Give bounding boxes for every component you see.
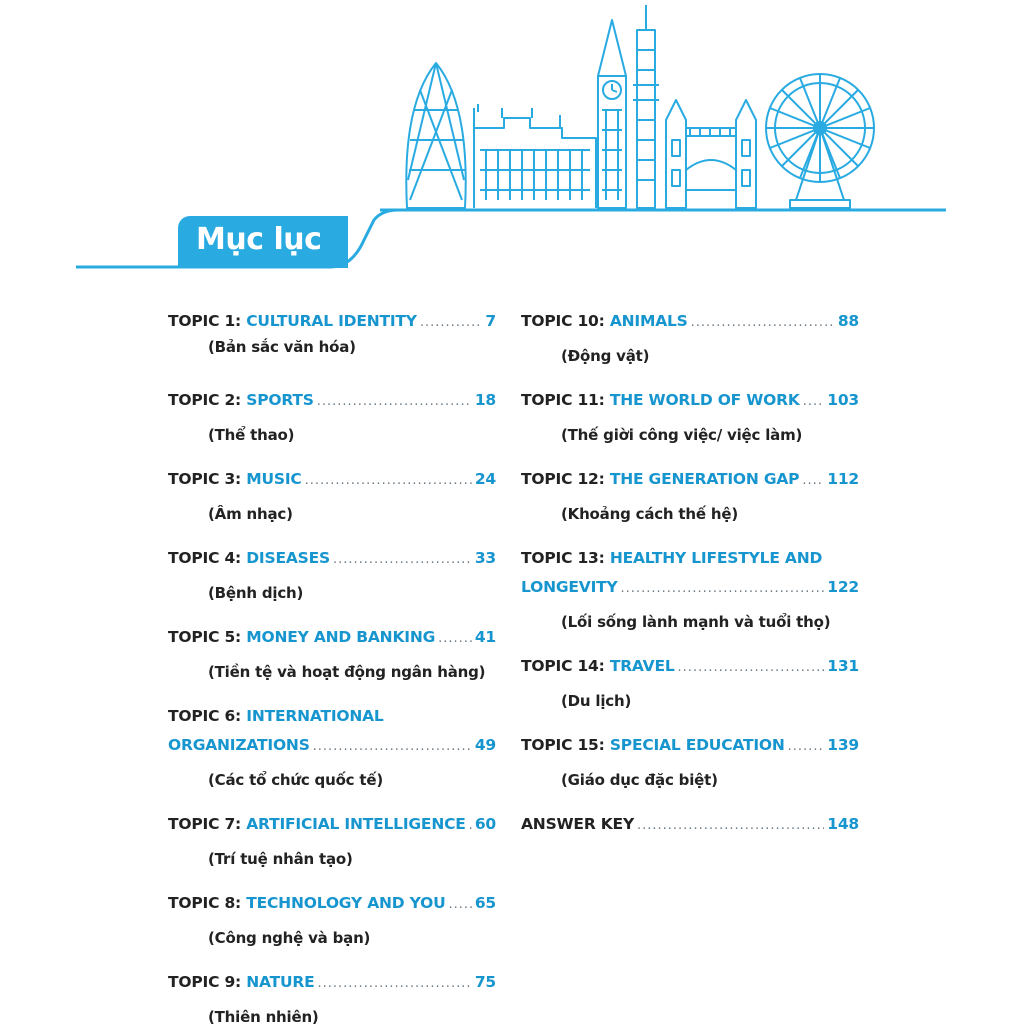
toc-entry-heading — [521, 312, 859, 336]
page-number: 49 — [474, 736, 496, 754]
page-number: 88 — [837, 312, 859, 330]
toc-entry-heading — [521, 391, 859, 415]
dot-leader — [678, 660, 825, 675]
toc-entry-heading — [168, 894, 496, 918]
toc-entry-heading — [168, 973, 496, 997]
toc-entry-heading — [521, 657, 859, 681]
topic-number: TOPIC 15: — [521, 736, 605, 754]
topic-subtitle: (Thế giời công việc/ việc làm) — [561, 426, 803, 444]
page-number: 7 — [485, 312, 496, 330]
toc-entry-heading — [521, 815, 859, 839]
topic-title: DISEASES — [246, 549, 330, 567]
topic-subtitle: (Công nghệ và bạn) — [208, 929, 371, 947]
dot-leader — [621, 581, 825, 596]
topic-number: TOPIC 10: — [521, 312, 605, 330]
dot-leader — [788, 739, 825, 754]
toc-entry-heading-cont — [168, 736, 496, 760]
topic-title: INTERNATIONAL — [246, 707, 384, 725]
london-skyline-illustration — [0, 0, 1024, 280]
topic-title: THE GENERATION GAP — [609, 470, 800, 488]
topic-subtitle: (Thể thao) — [208, 426, 295, 444]
dot-leader — [420, 315, 483, 330]
page-number: 75 — [474, 973, 496, 991]
topic-number: TOPIC 12: — [521, 470, 605, 488]
page-number: 103 — [827, 391, 859, 409]
topic-number: TOPIC 1: — [168, 312, 242, 330]
topic-number: TOPIC 6: — [168, 707, 242, 725]
topic-number: TOPIC 5: — [168, 628, 242, 646]
topic-subtitle: (Tiền tệ và hoạt động ngân hàng) — [208, 663, 486, 681]
toc-entry-heading — [521, 470, 859, 494]
topic-subtitle: (Các tổ chức quốc tế) — [208, 771, 383, 789]
toc-entry-heading — [168, 470, 496, 494]
page-number: 148 — [827, 815, 859, 833]
topic-number: TOPIC 7: — [168, 815, 242, 833]
topic-title: HEALTHY LIFESTYLE AND — [609, 549, 823, 567]
page-number: 41 — [474, 628, 496, 646]
dot-leader — [313, 739, 472, 754]
topic-number: TOPIC 8: — [168, 894, 242, 912]
topic-title: MUSIC — [246, 470, 302, 488]
topic-number: TOPIC 11: — [521, 391, 605, 409]
topic-title: TRAVEL — [609, 657, 675, 675]
dot-leader — [469, 818, 472, 833]
toc-entry-heading — [521, 736, 859, 760]
dot-leader — [802, 473, 824, 488]
topic-title: ARTIFICIAL INTELLIGENCE — [246, 815, 466, 833]
dot-leader — [438, 631, 472, 646]
page-number: 122 — [827, 578, 859, 596]
toc-entry-heading — [168, 628, 496, 652]
dot-leader — [318, 976, 472, 991]
topic-title: SPECIAL EDUCATION — [609, 736, 785, 754]
page-number: 18 — [474, 391, 496, 409]
dot-leader — [333, 552, 472, 567]
topic-subtitle: (Bệnh dịch) — [208, 584, 304, 602]
toc-entry-heading — [168, 707, 496, 731]
topic-number: TOPIC 4: — [168, 549, 242, 567]
toc-entry-heading — [168, 815, 496, 839]
topic-subtitle: (Du lịch) — [561, 692, 632, 710]
topic-subtitle: (Bản sắc văn hóa) — [208, 338, 356, 356]
page-title: Mục lục — [196, 222, 322, 257]
topic-number: TOPIC 3: — [168, 470, 242, 488]
topic-number: TOPIC 14: — [521, 657, 605, 675]
topic-subtitle: (Trí tuệ nhân tạo) — [208, 850, 353, 868]
page-number: 24 — [474, 470, 496, 488]
topic-title: THE WORLD OF WORK — [609, 391, 800, 409]
page-number: 65 — [474, 894, 496, 912]
topic-title: NATURE — [246, 973, 315, 991]
topic-title: MONEY AND BANKING — [246, 628, 436, 646]
page-number: 112 — [827, 470, 859, 488]
topic-number: TOPIC 9: — [168, 973, 242, 991]
toc-entry-heading-cont — [521, 578, 859, 602]
dot-leader — [803, 394, 825, 409]
topic-subtitle: (Động vật) — [561, 347, 650, 365]
dot-leader — [637, 818, 824, 833]
page-number: 33 — [474, 549, 496, 567]
topic-number: TOPIC 2: — [168, 391, 242, 409]
page-number: 60 — [474, 815, 496, 833]
toc-entry-heading — [168, 391, 496, 415]
topic-title: ANIMALS — [609, 312, 688, 330]
dot-leader — [448, 897, 471, 912]
topic-subtitle: (Giáo dục đặc biệt) — [561, 771, 718, 789]
toc-entry-heading — [521, 549, 859, 573]
topic-subtitle: (Âm nhạc) — [208, 505, 293, 523]
topic-title-cont: ORGANIZATIONS — [168, 736, 310, 754]
topic-subtitle: (Thiên nhiên) — [208, 1008, 319, 1026]
topic-number: TOPIC 13: — [521, 549, 605, 567]
toc-entry-heading — [168, 549, 496, 573]
dot-leader — [317, 394, 472, 409]
topic-subtitle: (Khoảng cách thế hệ) — [561, 505, 738, 523]
topic-title: TECHNOLOGY AND YOU — [246, 894, 446, 912]
dot-leader — [691, 315, 835, 330]
topic-title: CULTURAL IDENTITY — [246, 312, 417, 330]
topic-title: SPORTS — [246, 391, 314, 409]
dot-leader — [305, 473, 472, 488]
page-number: 131 — [827, 657, 859, 675]
topic-title-cont: LONGEVITY — [521, 578, 618, 596]
page-number: 139 — [827, 736, 859, 754]
topic-subtitle: (Lối sống lành mạnh và tuổi thọ) — [561, 613, 831, 631]
toc-entry-heading — [168, 312, 496, 336]
topic-number: ANSWER KEY — [521, 815, 634, 833]
